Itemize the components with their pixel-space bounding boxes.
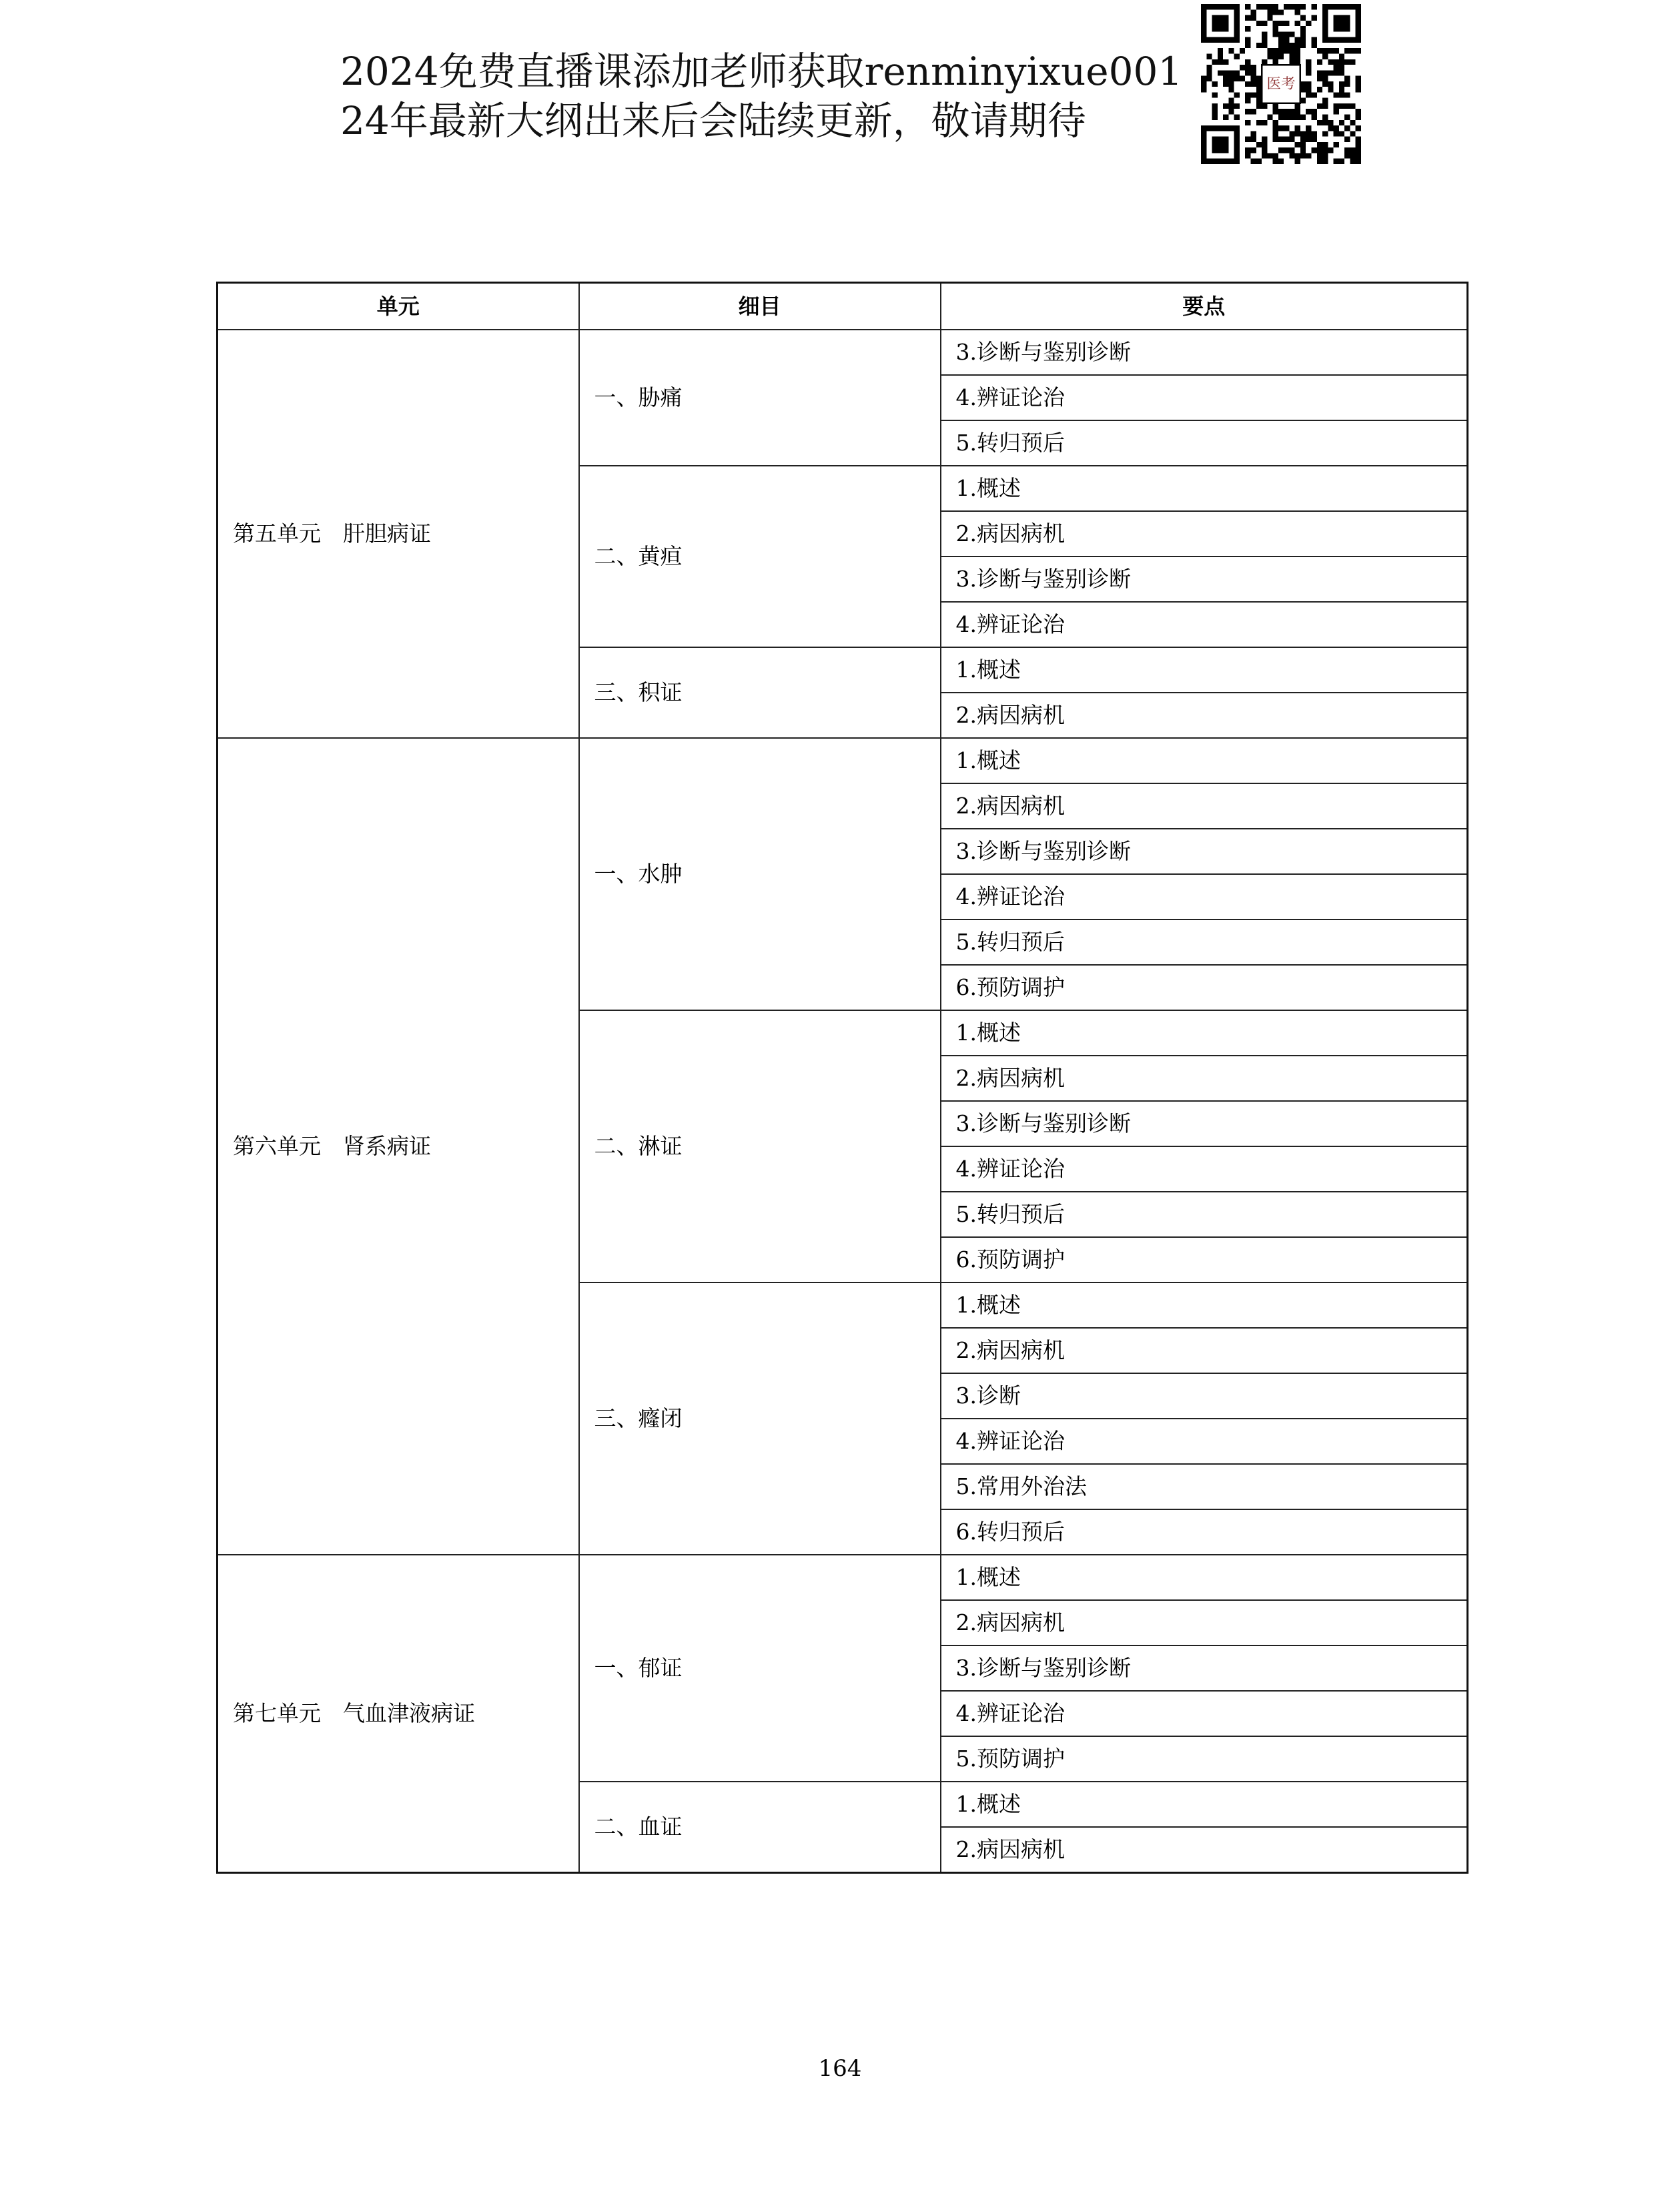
- header-point: 要点: [941, 283, 1468, 330]
- item-cell: 三、癃闭: [579, 1282, 941, 1555]
- item-cell: 二、淋证: [579, 1010, 941, 1282]
- header-line-2: 24年最新大纲出来后会陆续更新，敬请期待: [340, 98, 1086, 143]
- point-cell: 1.概述: [941, 738, 1468, 783]
- header-item: 细目: [579, 283, 941, 330]
- item-cell: 二、血证: [579, 1782, 941, 1873]
- point-cell: 3.诊断与鉴别诊断: [941, 557, 1468, 602]
- item-cell: 一、胁痛: [579, 330, 941, 466]
- point-cell: 5.常用外治法: [941, 1464, 1468, 1509]
- table-header-row: [218, 283, 1468, 330]
- point-cell: 4.辨证论治: [941, 1691, 1468, 1736]
- point-cell: 4.辨证论治: [941, 375, 1468, 420]
- point-cell: 5.转归预后: [941, 1192, 1468, 1237]
- table-row: [218, 330, 1468, 375]
- header-line-1: 2024免费直播课添加老师获取renminyixue001: [340, 49, 1183, 94]
- point-cell: 2.病因病机: [941, 511, 1468, 557]
- point-cell: 1.概述: [941, 647, 1468, 693]
- point-cell: 6.预防调护: [941, 965, 1468, 1010]
- point-cell: 4.辨证论治: [941, 602, 1468, 647]
- point-cell: 3.诊断与鉴别诊断: [941, 1645, 1468, 1691]
- unit-cell: 第七单元 气血津液病证: [218, 1555, 579, 1873]
- unit-cell: 第五单元 肝胆病证: [218, 330, 579, 738]
- page-header: [340, 47, 1208, 145]
- qr-code-icon: [1201, 4, 1361, 164]
- point-cell: 4.辨证论治: [941, 1419, 1468, 1464]
- qr-logo-text: 医考: [1266, 75, 1296, 93]
- point-cell: 2.病因病机: [941, 783, 1468, 829]
- point-cell: 5.转归预后: [941, 919, 1468, 965]
- table-row: [218, 1555, 1468, 1600]
- syllabus-table: [216, 282, 1468, 1874]
- point-cell: 2.病因病机: [941, 693, 1468, 738]
- point-cell: 1.概述: [941, 466, 1468, 511]
- point-cell: 2.病因病机: [941, 1600, 1468, 1645]
- point-cell: 2.病因病机: [941, 1328, 1468, 1373]
- point-cell: 6.预防调护: [941, 1237, 1468, 1282]
- item-cell: 一、郁证: [579, 1555, 941, 1782]
- point-cell: 2.病因病机: [941, 1827, 1468, 1873]
- point-cell: 3.诊断与鉴别诊断: [941, 1101, 1468, 1146]
- item-cell: 三、积证: [579, 647, 941, 738]
- item-cell: 一、水肿: [579, 738, 941, 1010]
- point-cell: 1.概述: [941, 1782, 1468, 1827]
- point-cell: 2.病因病机: [941, 1056, 1468, 1101]
- point-cell: 1.概述: [941, 1555, 1468, 1600]
- table-body: [218, 330, 1468, 1873]
- item-cell: 二、黄疸: [579, 466, 941, 647]
- page-number: 164: [818, 2055, 862, 2082]
- table-row: [218, 738, 1468, 783]
- point-cell: 5.转归预后: [941, 420, 1468, 466]
- point-cell: 1.概述: [941, 1010, 1468, 1056]
- point-cell: 3.诊断与鉴别诊断: [941, 829, 1468, 874]
- point-cell: 4.辨证论治: [941, 1146, 1468, 1192]
- point-cell: 3.诊断与鉴别诊断: [941, 330, 1468, 375]
- unit-cell: 第六单元 肾系病证: [218, 738, 579, 1555]
- point-cell: 5.预防调护: [941, 1736, 1468, 1782]
- point-cell: 3.诊断: [941, 1373, 1468, 1419]
- point-cell: 4.辨证论治: [941, 874, 1468, 919]
- point-cell: 6.转归预后: [941, 1509, 1468, 1555]
- header-unit: 单元: [218, 283, 579, 330]
- point-cell: 1.概述: [941, 1282, 1468, 1328]
